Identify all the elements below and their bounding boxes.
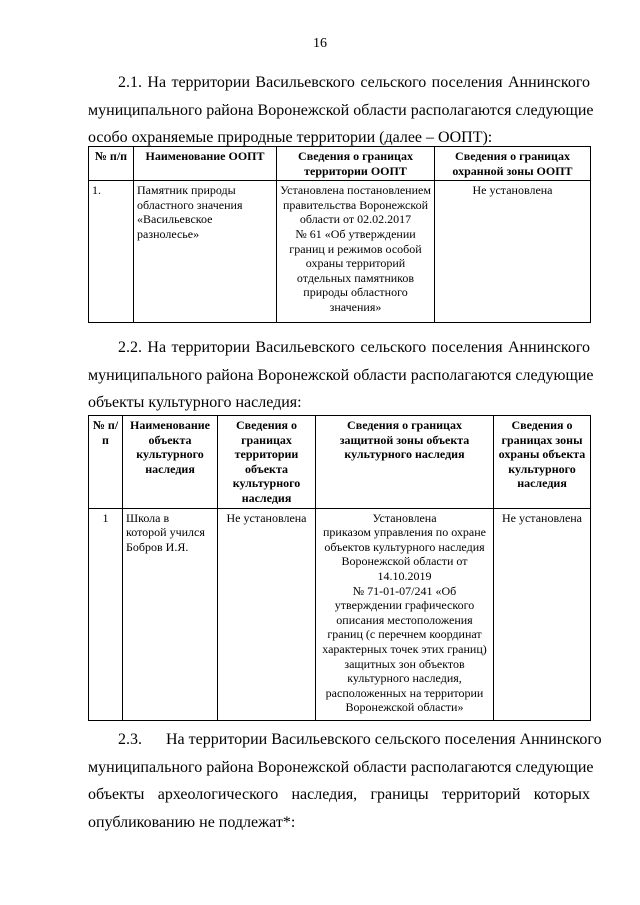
cell-line: Воронежской области от: [341, 554, 468, 569]
table-header-row: [89, 147, 591, 181]
cell-territory: [277, 181, 435, 323]
page-number: 16: [313, 36, 327, 51]
table-row: [89, 508, 591, 720]
cell-line: охраны территорий: [305, 256, 406, 271]
cell-line: значения»: [329, 299, 382, 314]
cell-line: природы областного: [303, 285, 408, 300]
paragraph-line: муниципального района Воронежской области располагаются следующие: [88, 101, 594, 119]
header-number: № п/п: [89, 147, 134, 181]
cell-line: расположенных на территории: [325, 685, 484, 700]
header-territory: Сведения о границах территории объекта культурного наследия: [218, 416, 316, 509]
header-protection-zone: Сведения о границах зоны охраны объекта культурного наследия: [494, 416, 591, 509]
paragraph-line: муниципального района Воронежской области располагаются следующие: [88, 366, 594, 384]
cell-line: которой учился: [126, 525, 205, 540]
header-name: Наименование ООПТ: [134, 147, 277, 181]
paragraph-line: объекты культурного наследия:: [88, 394, 302, 411]
cultural-heritage-table: [88, 415, 591, 721]
cell-protection-zone: Не установлена: [494, 508, 591, 720]
header-zone: Сведения о границах охранной зоны ООПТ: [435, 147, 591, 181]
paragraph-line: муниципального района Воронежской области располагаются следующие: [88, 758, 594, 776]
paragraph-2-1: [88, 69, 594, 152]
paragraph-line: объекты археологического наследия, границы территорий которых: [88, 786, 590, 803]
cell-line: утверждении графического: [334, 598, 475, 613]
cell-line: Воронежской области»: [345, 700, 464, 715]
cell-line: 14.10.2019: [377, 568, 432, 583]
cell-line: № 71-01-07/241 «Об: [352, 583, 457, 598]
cell-line: характерных точек этих границ): [322, 641, 487, 656]
header-protective-zone: Сведения о границах защитной зоны объекта культурного наследия: [316, 416, 494, 509]
oopt-table: [88, 146, 591, 323]
paragraph-2-2: [88, 334, 594, 417]
cell-line: объектов культурного наследия: [324, 539, 485, 554]
cell-line: «Васильевское: [137, 212, 213, 227]
cell-line: Школа в: [126, 510, 170, 525]
cell-line: разнолесье»: [137, 226, 200, 241]
paragraph-line: 2.1. На территории Васильевского сельского поселения Аннинского: [118, 74, 590, 91]
header-name: Наименование объекта культурного наследия: [123, 416, 218, 509]
table-row: [89, 181, 591, 323]
table-header-row: [89, 416, 591, 509]
cell-name: [123, 508, 218, 720]
cell-line: Памятник природы: [137, 183, 236, 198]
cell-line: Бобров И.Я.: [126, 539, 189, 554]
cell-line: отдельных памятников: [296, 270, 415, 285]
cell-name: [134, 181, 277, 323]
cell-protective-zone: [316, 508, 494, 720]
paragraph-line: 2.2. На территории Васильевского сельского поселения Аннинского: [118, 339, 590, 356]
cell-line: Установлена: [372, 510, 437, 525]
header-number: № п/п: [89, 416, 123, 509]
cell-line: границ (с перечнем координат: [327, 627, 482, 642]
cell-line: описания местоположения: [336, 612, 473, 627]
cell-line: Установлена постановлением: [280, 183, 431, 198]
paragraph-line: 2.3. На территории Васильевского сельского поселения Аннинского: [118, 731, 602, 748]
cell-line: культурного наследия,: [347, 671, 462, 686]
cell-line: границ и режимов особой: [289, 241, 422, 256]
paragraph-2-3: [88, 726, 602, 836]
cell-number: 1.: [89, 181, 134, 323]
cell-zone: Не установлена: [435, 181, 591, 323]
cell-line: областного значения: [137, 197, 243, 212]
cell-line: правительства Воронежской: [282, 197, 429, 212]
paragraph-line: опубликованию не подлежат*:: [88, 813, 296, 831]
header-territory: Сведения о границах территории ООПТ: [277, 147, 435, 181]
cell-number: 1: [89, 508, 123, 720]
cell-line: области от 02.02.2017: [299, 212, 412, 227]
paragraph-line: особо охраняемые природные территории (далее – ООПТ):: [88, 129, 493, 146]
cell-line: приказом управления по охране: [323, 525, 486, 540]
cell-territory: Не установлена: [218, 508, 316, 720]
cell-line: № 61 «Об утверждении: [295, 226, 416, 241]
cell-line: защитных зон объектов: [344, 656, 465, 671]
